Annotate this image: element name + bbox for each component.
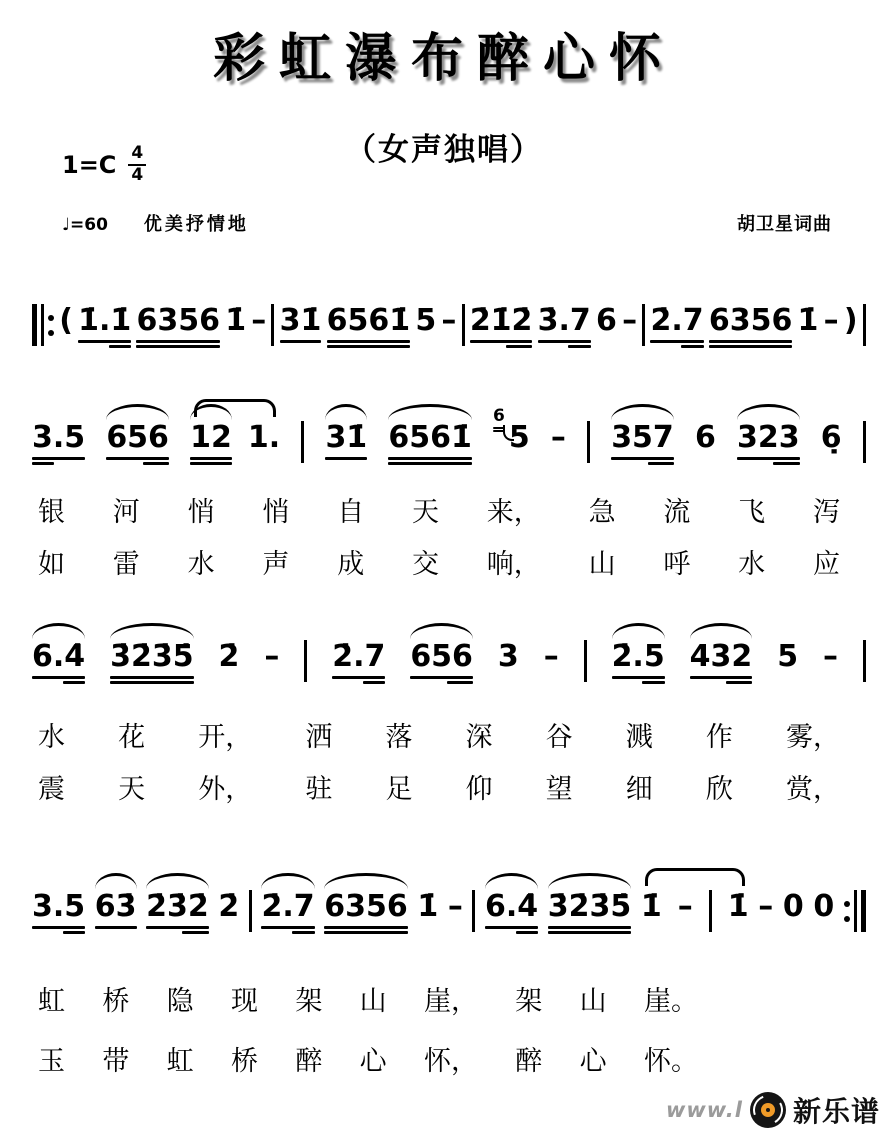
- underline: [324, 931, 408, 934]
- note-group: 1.: [247, 420, 281, 455]
- repeat-dots: [48, 304, 54, 346]
- slur-arc: [110, 623, 194, 639]
- vinyl-record-icon: [750, 1092, 786, 1128]
- underline: [190, 462, 232, 465]
- lyric-syllable: 悄: [262, 497, 290, 528]
- note-group: 2̇.7: [261, 890, 314, 934]
- lyric-syllable: 悄: [187, 497, 215, 528]
- lyric-syllable: 欣: [705, 774, 733, 805]
- barline: [854, 890, 857, 932]
- lyric-syllable: 声: [262, 549, 290, 580]
- lyric-syllable: 深: [465, 722, 493, 753]
- note-group: 2̇.7: [650, 304, 703, 348]
- slur-arc: [611, 404, 674, 420]
- lyric-syllable: 架: [515, 986, 543, 1017]
- note-group: –: [758, 889, 774, 924]
- note-group: 2̇3̇2̇: [146, 890, 209, 934]
- note-group: –: [677, 889, 693, 924]
- underline: [642, 681, 664, 684]
- note-group: –: [264, 639, 280, 674]
- music-line-4: [32, 864, 866, 934]
- barline: [472, 890, 475, 932]
- note-group: 5: [415, 303, 437, 338]
- note-group: –: [543, 639, 559, 674]
- barline: [863, 421, 866, 463]
- note-group: 3: [497, 639, 519, 674]
- underline: [648, 462, 674, 465]
- lyric-syllable: 水: [187, 549, 215, 580]
- underline: [388, 462, 472, 465]
- time-denominator: 4: [131, 164, 144, 185]
- music-line-2: [32, 395, 866, 465]
- note-group: 6561̇: [327, 304, 411, 348]
- underline: [709, 345, 793, 348]
- repeat-dots: [844, 890, 850, 932]
- underline: [78, 340, 131, 343]
- lyric-syllable: 落: [385, 722, 413, 753]
- underline: [709, 340, 793, 343]
- lyric-syllable: 开，: [198, 722, 253, 753]
- site-url: www.l: [665, 1098, 743, 1122]
- note-group: 6.4̇: [32, 640, 85, 684]
- underline: [612, 676, 665, 679]
- underline: [485, 926, 538, 929]
- note-group: 6356: [709, 304, 793, 348]
- lyrics-line-4: [38, 774, 840, 806]
- lyric-syllable: 谷: [545, 722, 573, 753]
- lyric-syllable: 崖，: [423, 986, 478, 1017]
- slur-arc: [261, 873, 314, 889]
- note-group: 323: [737, 421, 800, 465]
- note-group: 3.5: [32, 421, 85, 465]
- slur-arc: [106, 404, 169, 420]
- underline: [109, 345, 131, 348]
- note-group: 6356: [136, 304, 220, 348]
- lyric-syllable: 溅: [625, 722, 653, 753]
- underline: [292, 931, 314, 934]
- barline: [304, 640, 307, 682]
- lyric-syllable: 交: [411, 549, 439, 580]
- lyric-syllable: 水: [738, 549, 766, 580]
- underline: [110, 681, 194, 684]
- note-group: 6.4̇: [485, 890, 538, 934]
- note-group: 2̇1̇2̇: [470, 304, 533, 348]
- underline: [726, 681, 752, 684]
- underline: [548, 926, 632, 929]
- note-group: –: [823, 303, 839, 338]
- underline: [110, 676, 194, 679]
- slur-arc: [325, 404, 367, 420]
- note-group: –: [550, 420, 566, 455]
- note-group: –: [823, 639, 839, 674]
- barline: [462, 304, 465, 346]
- grace-note: 6: [493, 407, 505, 432]
- lyric-syllable: 应: [812, 549, 840, 580]
- underline: [32, 462, 54, 465]
- lyric-syllable: 急: [588, 497, 616, 528]
- lyric-syllable: 自: [337, 497, 365, 528]
- lyric-syllable: 雷: [112, 549, 140, 580]
- slur-arc: [32, 623, 85, 639]
- underline: [332, 676, 385, 679]
- note-group: 6561̇: [388, 421, 472, 465]
- lyric-syllable: 银: [38, 497, 65, 528]
- note-group: 0: [782, 889, 804, 924]
- underline: [568, 345, 590, 348]
- underline: [388, 457, 472, 460]
- note-group: 0: [813, 889, 835, 924]
- lyrics-line-6: [38, 1046, 698, 1078]
- underline: [773, 462, 799, 465]
- lyric-syllable: 虹: [38, 986, 65, 1017]
- note-group: 1̇.1̇: [78, 304, 131, 348]
- note-group: 2̇.7: [332, 640, 385, 684]
- lyric-syllable: 山: [588, 549, 616, 580]
- lyric-syllable: 水: [38, 722, 65, 753]
- underline: [63, 931, 85, 934]
- slur-arc: [95, 873, 137, 889]
- note-group: 656: [106, 421, 169, 465]
- slur-arc: [388, 404, 472, 420]
- underline: [506, 345, 532, 348]
- note-group: 3.5: [32, 890, 85, 934]
- lyric-syllable: 仰: [465, 774, 493, 805]
- lyric-syllable: 河: [112, 497, 140, 528]
- underline: [690, 676, 753, 679]
- lyric-syllable: 花: [118, 722, 146, 753]
- lyric-syllable: 桥: [102, 986, 130, 1017]
- note-group: 6: [694, 420, 716, 455]
- note-group: 6356: [324, 890, 408, 934]
- key-value: 1=C: [62, 150, 117, 179]
- slur-arc: [324, 873, 408, 889]
- underline: [516, 931, 538, 934]
- note-group: –: [441, 303, 457, 338]
- slur-arc: [690, 623, 753, 639]
- underline: [32, 676, 85, 679]
- lyric-syllable: 隐: [166, 986, 194, 1017]
- lyric-syllable: 泻: [812, 497, 840, 528]
- underline: [410, 676, 473, 679]
- underline: [136, 340, 220, 343]
- underline: [611, 457, 674, 460]
- underline: [327, 345, 411, 348]
- lyric-syllable: 流: [663, 497, 691, 528]
- composer-credit: 胡卫星词曲: [737, 214, 832, 235]
- lyric-syllable: 醉: [295, 1046, 323, 1077]
- underline: [325, 457, 367, 460]
- underline: [95, 926, 137, 929]
- lyric-syllable: 呼: [663, 549, 691, 580]
- note-group: 12: [190, 421, 232, 465]
- note-group: 2̇: [218, 639, 240, 674]
- barline: [584, 640, 587, 682]
- note-group: 5: [508, 420, 530, 455]
- lyric-syllable: 怀。: [643, 1046, 698, 1077]
- barline: [249, 890, 252, 932]
- underline: [324, 926, 408, 929]
- tie-group: [641, 890, 749, 932]
- note-group: 1̇: [640, 889, 662, 924]
- note-group: –: [622, 303, 638, 338]
- slur-arc: [146, 873, 209, 889]
- music-line-3: [32, 614, 866, 684]
- slur-arc: [485, 873, 538, 889]
- underline: [32, 457, 85, 460]
- slur-arc: [548, 873, 632, 889]
- underline: [548, 931, 632, 934]
- underline: [447, 681, 473, 684]
- lyric-syllable: 雾，: [785, 722, 840, 753]
- underline: [106, 457, 169, 460]
- slur-arc: [612, 623, 665, 639]
- lyric-syllable: 怀，: [423, 1046, 478, 1077]
- repeat-begin-sign: [32, 304, 54, 346]
- note-group: –: [447, 889, 463, 924]
- lyric-syllable: 天: [118, 774, 146, 805]
- note-group: (: [59, 303, 73, 338]
- lyric-syllable: 天: [411, 497, 439, 528]
- underline: [146, 926, 209, 929]
- lyrics-line-2: [38, 549, 840, 581]
- note-group: 2̇.5: [612, 640, 665, 684]
- barline: [32, 304, 37, 346]
- lyric-syllable: 带: [102, 1046, 130, 1077]
- lyrics-line-3: [38, 722, 840, 754]
- barline: [642, 304, 645, 346]
- note-group: 3̇2̇3̇5̇: [110, 640, 194, 684]
- barline: [271, 304, 274, 346]
- tempo-group: [62, 210, 249, 236]
- barline: [41, 304, 44, 346]
- lyric-syllable: 成: [337, 549, 365, 580]
- underline: [681, 345, 703, 348]
- lyric-syllable: 作: [705, 722, 733, 753]
- underline: [143, 462, 169, 465]
- underline: [737, 457, 800, 460]
- tempo-marking: ♩=60: [62, 215, 108, 235]
- underline: [280, 340, 322, 343]
- lyric-syllable: 飞: [738, 497, 766, 528]
- note-group: 3̇2̇3̇5̇: [548, 890, 632, 934]
- barline: [587, 421, 590, 463]
- note-group: 357: [611, 421, 674, 465]
- note-group: 3̇.7: [538, 304, 591, 348]
- underline: [538, 340, 591, 343]
- lyric-syllable: 心: [579, 1046, 607, 1077]
- barline: [863, 640, 866, 682]
- lyric-syllable: 崖。: [643, 986, 698, 1017]
- repeat-dot: [48, 330, 54, 336]
- note-group: 63̇: [95, 890, 137, 929]
- note-group: 6: [596, 303, 617, 338]
- lyrics-line-5: [38, 986, 698, 1018]
- barline: [709, 890, 712, 932]
- lyric-syllable: 桥: [230, 1046, 258, 1077]
- note-group: 1̇: [797, 303, 819, 338]
- note-group: 2̇: [218, 889, 240, 924]
- note-group: 5: [777, 639, 799, 674]
- note-group: –: [251, 303, 267, 338]
- note-group: 6̣: [820, 420, 842, 455]
- lyric-syllable: 虹: [166, 1046, 194, 1077]
- note-group: ): [843, 303, 858, 338]
- underline: [63, 681, 85, 684]
- underline: [650, 340, 703, 343]
- note-cluster: [493, 406, 530, 455]
- lyric-syllable: 赏，: [785, 774, 840, 805]
- lyric-syllable: 外，: [198, 774, 253, 805]
- tempo-row: [62, 210, 832, 236]
- lyric-syllable: 震: [38, 774, 65, 805]
- lyric-syllable: 心: [359, 1046, 387, 1077]
- tie-group: [190, 421, 280, 465]
- underline: [32, 926, 85, 929]
- underline: [470, 340, 533, 343]
- slur-arc: [410, 623, 473, 639]
- barline: [301, 421, 304, 463]
- underline: [136, 345, 220, 348]
- lyric-syllable: 洒: [305, 722, 333, 753]
- lyrics-line-1: [38, 497, 840, 529]
- note-group: 432: [690, 640, 753, 684]
- note-group: 1̇: [417, 889, 439, 924]
- repeat-end-sign: [844, 890, 866, 932]
- time-signature: [128, 144, 146, 185]
- lyric-syllable: 山: [579, 986, 607, 1017]
- note-group: 656: [410, 640, 473, 684]
- expression-marking: 优美抒情地: [143, 214, 249, 235]
- lyric-syllable: 细: [625, 774, 653, 805]
- lyric-syllable: 驻: [305, 774, 333, 805]
- key-signature: [62, 144, 146, 185]
- lyric-syllable: 响，: [486, 549, 541, 580]
- lyric-syllable: 望: [545, 774, 573, 805]
- lyric-syllable: 架: [295, 986, 323, 1017]
- tie-arc: [645, 868, 745, 886]
- lyric-syllable: 来，: [486, 497, 541, 528]
- lyric-syllable: 如: [38, 549, 65, 580]
- underline: [327, 340, 411, 343]
- lyric-syllable: 醉: [515, 1046, 543, 1077]
- music-line-1: [32, 278, 866, 348]
- song-title: 彩虹瀑布醉心怀: [212, 29, 675, 89]
- underline: [190, 457, 232, 460]
- underline: [261, 926, 314, 929]
- lyric-syllable: 现: [230, 986, 258, 1017]
- time-numerator: 4: [128, 144, 146, 166]
- note-group: 31̇: [325, 421, 367, 460]
- note-group: 31̇: [280, 304, 322, 343]
- lyric-syllable: 足: [385, 774, 413, 805]
- barline: [863, 304, 866, 346]
- barline: [861, 890, 866, 932]
- note-group: 1̇: [727, 889, 749, 924]
- lyric-syllable: 玉: [38, 1046, 65, 1077]
- subtitle: （女声独唱）: [345, 132, 543, 168]
- lyric-syllable: 山: [359, 986, 387, 1017]
- repeat-dot: [844, 916, 850, 922]
- repeat-dot: [48, 315, 54, 321]
- underline: [182, 931, 208, 934]
- repeat-dot: [844, 901, 850, 907]
- watermark: [666, 1090, 880, 1130]
- underline: [363, 681, 385, 684]
- note-group: 1̇: [225, 303, 247, 338]
- record-label: [761, 1103, 775, 1117]
- slur-arc: [737, 404, 800, 420]
- site-brand: 新乐谱: [792, 1095, 880, 1128]
